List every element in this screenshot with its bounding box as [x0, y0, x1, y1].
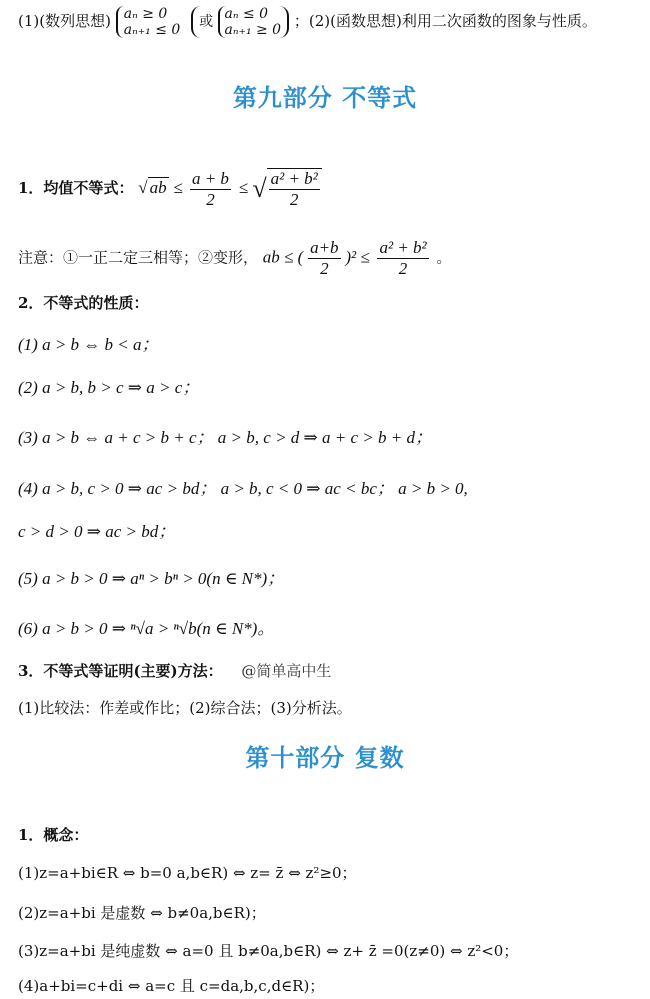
proof-methods: (1)比较法：作差或作比；(2)综合法；(3)分析法。: [18, 699, 352, 717]
complex-2: (2)z=a+bi 是虚数 ⇔ b≠0a,b∈R)；: [18, 904, 266, 922]
complex-4: (4)a+bi=c+di ⇔ a=c 且 c=da,b,c,d∈R)；: [18, 977, 325, 995]
note-frac2-den: 2: [398, 259, 408, 278]
mean-inequality: 1．均值不等式： √ ab ≤ $\frac{a + b}{2}$ ≤ √ $\frac{\text{a² + b²}}{2}$: [18, 168, 325, 210]
prop-1: (1) a > b ⇔ b < a；: [18, 335, 159, 354]
prop-4b: c > d > 0 ⇒ ac > bd；: [18, 522, 176, 541]
prop-3: (3) a > b ⇔ a + c > b + c； a > b, c > d ⇒ a + c > b + d；: [18, 428, 432, 447]
frac-mean: [190, 169, 231, 210]
note-frac1-den: 2: [320, 259, 329, 278]
top-part1: (1)(数列思想): [18, 12, 111, 30]
note-frac2-num: a² + b²: [379, 238, 427, 257]
case-left-b: aₙ₊₁ ≤ 0: [123, 22, 181, 38]
cases-left: [116, 6, 187, 38]
section-title-inequality: 第九部分 不等式: [232, 84, 418, 112]
complex-heading: 1．概念：: [18, 826, 89, 844]
note-line: [18, 238, 451, 279]
watermark-text: @简单高中生: [241, 662, 332, 680]
prop-2: (2) a > b, b > c ⇒ a > c；: [18, 378, 200, 397]
note-end: 。: [436, 248, 452, 267]
or-label: 或: [199, 14, 214, 30]
frac-mean-den: 2: [206, 189, 215, 209]
case-right-b: aₙ₊₁ ≥ 0: [224, 22, 282, 38]
prop-5: (5) a > b > 0 ⇒ aⁿ > bⁿ > 0(n ∈ N*)；: [18, 569, 285, 588]
note-mid: )² ≤: [345, 247, 370, 267]
complex-3: (3)z=a+bi 是纯虚数 ⇔ a=0 且 b≠0a,b∈R) ⇔ z+ z̄ =0(z≠0) ⇔ z²<0；: [18, 942, 519, 960]
complex-1: (1)z=a+bi∈R ⇔ b=0 a,b∈R) ⇔ z= z̄ ⇔ z²≥0；: [18, 864, 357, 882]
note-frac1: [308, 238, 340, 279]
frac-rms: [267, 168, 322, 210]
proof-heading: 3．不等式等证明(主要)方法：: [18, 662, 223, 680]
top-line: [18, 6, 597, 38]
mean-label: 1．均值不等式：: [18, 179, 134, 197]
sqrt-ab: ab: [149, 178, 167, 197]
props-heading: 2．不等式的性质：: [18, 294, 149, 312]
prop-4: (4) a > b, c > 0 ⇒ ac > bd； a > b, c < 0 ⇒ ac < bc； a > b > 0,: [18, 479, 468, 498]
note-ab: ab ≤ (: [262, 247, 304, 267]
frac-rms-den: 2: [289, 190, 299, 209]
frac-rms-num: a² + b²: [270, 169, 318, 188]
frac-mean-num: a + b: [191, 168, 229, 188]
note-frac2: [377, 238, 428, 279]
top-part2: ；(2)(函数思想)利用二次函数的图象与性质。: [293, 12, 597, 30]
cases-right: [191, 6, 289, 38]
section-title-complex: 第十部分 复数: [245, 744, 405, 772]
note-text: 注意：①一正二定三相等；②变形，: [18, 248, 259, 267]
note-frac1-num: a+b: [310, 238, 339, 257]
case-left-a: aₙ ≥ 0: [123, 6, 168, 22]
proof-line: [18, 660, 331, 681]
prop-6: (6) a > b > 0 ⇒ ⁿ√a > ⁿ√b(n ∈ N*)。: [18, 619, 275, 638]
case-right-a: aₙ ≤ 0: [224, 6, 269, 22]
